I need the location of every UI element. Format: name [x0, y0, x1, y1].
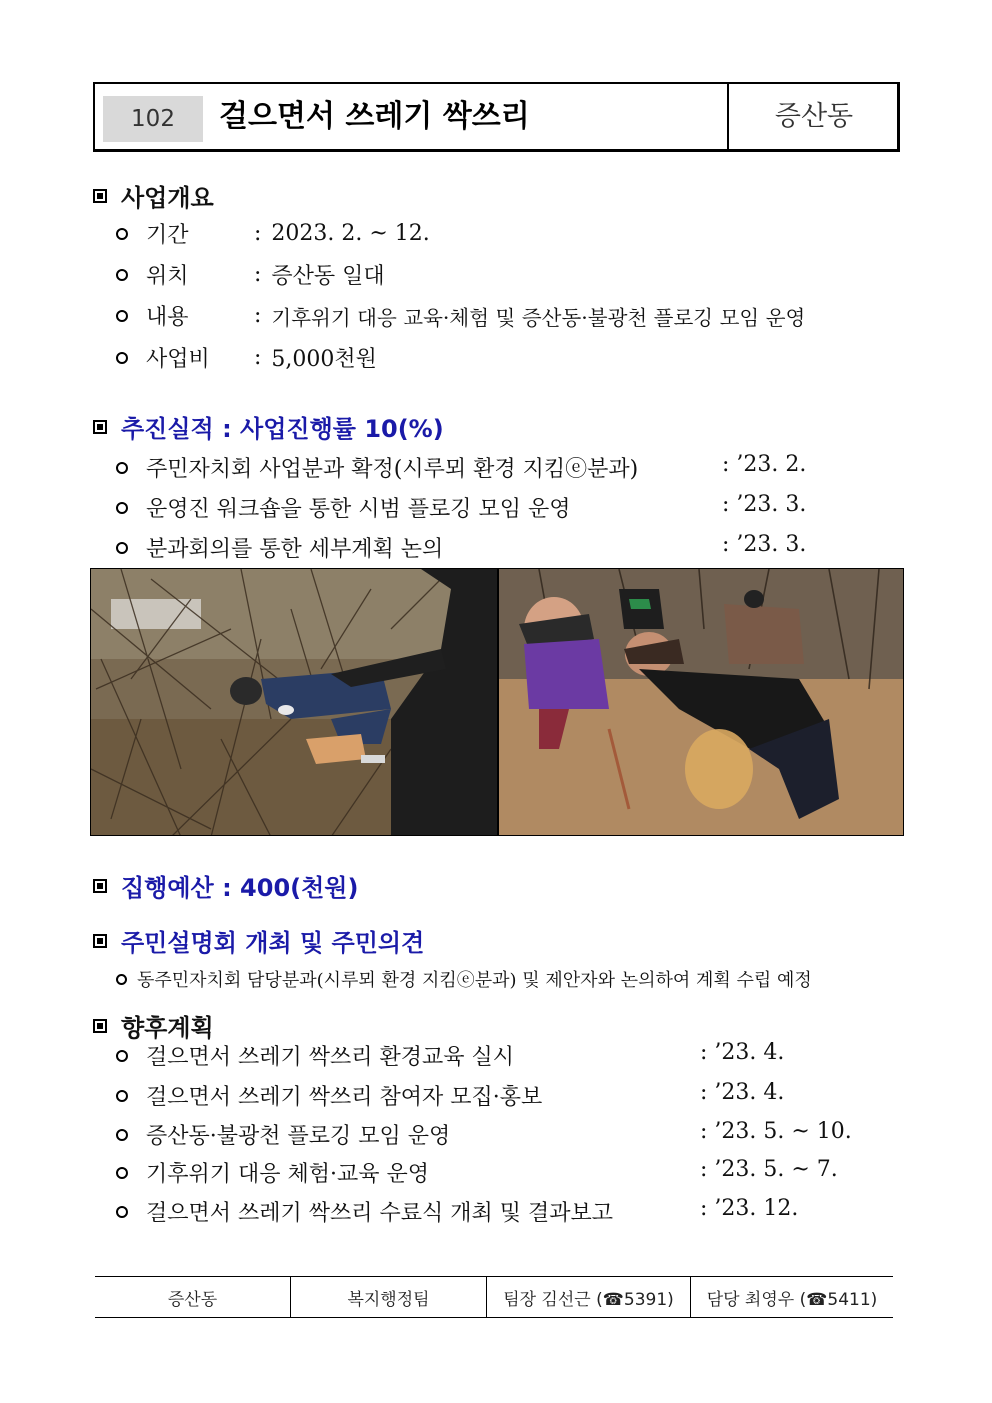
square-bullet-icon [93, 189, 107, 203]
overview-item-location: 위치 : 증산동 일대 [116, 259, 385, 290]
page-title: 걸으면서 쓰레기 싹쓰리 [219, 99, 530, 134]
section-briefing [93, 923, 424, 958]
briefing-item [116, 966, 812, 992]
circle-bullet-icon [116, 974, 127, 985]
plan-item-date: : ’23. 4. [700, 1080, 785, 1105]
footer-leader: 팀장 김선근 (☎5391) [487, 1277, 691, 1317]
plan-item-date: : ’23. 5. ~ 10. [700, 1119, 852, 1144]
plan-item-text: 기후위기 대응 체험·교육 운영 [146, 1162, 429, 1187]
section-progress [93, 409, 444, 444]
overview-item-content: 내용 : 기후위기 대응 교육·체험 및 증산동·불광천 플로깅 모임 운영 [116, 300, 805, 331]
plan-item [116, 1196, 613, 1227]
overview-item-budget: 사업비 : 5,000천원 [116, 342, 377, 373]
circle-bullet-icon [116, 542, 128, 554]
plan-item-date: : ’23. 4. [700, 1040, 785, 1065]
progress-item-date: : ’23. 3. [722, 532, 807, 557]
section-budget-title: 집행예산 : 400(천원) [121, 874, 359, 902]
circle-bullet-icon [116, 352, 128, 364]
overview-label: 위치 [146, 264, 189, 289]
progress-item-text: 주민자치회 사업분과 확정(시루뫼 환경 지킴ⓔ분과) [146, 457, 639, 482]
section-overview-title: 사업개요 [121, 184, 214, 212]
footer-team: 복지행정팀 [291, 1277, 487, 1317]
section-overview [93, 178, 214, 213]
progress-item-text: 분과회의를 통한 세부계획 논의 [146, 537, 444, 562]
circle-bullet-icon [116, 1206, 128, 1218]
progress-item-date: : ’23. 2. [722, 452, 807, 477]
progress-item-text: 운영진 워크숍을 통한 시범 플로깅 모임 운영 [146, 497, 571, 522]
contact-table [95, 1276, 893, 1318]
progress-item [116, 492, 571, 523]
plan-item [116, 1119, 450, 1150]
plan-item [116, 1080, 542, 1111]
square-bullet-icon [93, 1019, 107, 1033]
overview-value: 증산동 일대 [271, 264, 385, 289]
square-bullet-icon [93, 934, 107, 948]
plan-item-text: 걸으면서 쓰레기 싹쓰리 환경교육 실시 [146, 1045, 515, 1070]
section-progress-title: 추진실적 : 사업진행률 10(%) [121, 415, 444, 443]
square-bullet-icon [93, 420, 107, 434]
progress-item [116, 452, 638, 483]
circle-bullet-icon [116, 1167, 128, 1179]
overview-label: 내용 [146, 305, 189, 330]
footer-dong: 증산동 [95, 1277, 291, 1317]
progress-item [116, 532, 443, 563]
section-plan-title: 향후계획 [121, 1014, 214, 1042]
progress-item-date: : ’23. 3. [722, 492, 807, 517]
overview-item-period: 기간 : 2023. 2. ~ 12. [116, 218, 430, 249]
plan-item [116, 1040, 514, 1071]
circle-bullet-icon [116, 1129, 128, 1141]
circle-bullet-icon [116, 502, 128, 514]
circle-bullet-icon [116, 1050, 128, 1062]
project-number: 102 [103, 96, 203, 142]
footer-staff: 담당 최영우 (☎5411) [706, 1289, 878, 1310]
plan-item-date: : ’23. 12. [700, 1196, 799, 1221]
section-plan [93, 1008, 214, 1043]
plan-item-date: : ’23. 5. ~ 7. [700, 1157, 838, 1182]
circle-bullet-icon [116, 1090, 128, 1102]
plan-item-text: 걸으면서 쓰레기 싹쓰리 수료식 개최 및 결과보고 [146, 1201, 614, 1226]
photo-strip [90, 568, 904, 836]
plan-item-text: 증산동·불광천 플로깅 모임 운영 [146, 1124, 451, 1149]
circle-bullet-icon [116, 462, 128, 474]
circle-bullet-icon [116, 269, 128, 281]
section-briefing-title: 주민설명회 개최 및 주민의견 [121, 929, 425, 957]
square-bullet-icon [93, 879, 107, 893]
circle-bullet-icon [116, 310, 128, 322]
briefing-item-text: 동주민자치회 담당분과(시루뫼 환경 지킴ⓔ분과) 및 제안자와 논의하여 계획 수립 예정 [137, 970, 812, 991]
overview-value: 2023. 2. ~ 12. [271, 221, 430, 246]
photo-plogging-bushes [91, 569, 499, 835]
overview-value: 5,000천원 [271, 347, 377, 372]
plan-item-text: 걸으면서 쓰레기 싹쓰리 참여자 모집·홍보 [146, 1085, 543, 1110]
section-budget [93, 868, 358, 903]
title-box [93, 82, 900, 152]
dong-name: 증산동 [774, 101, 854, 132]
overview-value: 기후위기 대응 교육·체험 및 증산동·불광천 플로깅 모임 운영 [271, 305, 806, 330]
photo-plogging-trail [499, 569, 903, 835]
circle-bullet-icon [116, 228, 128, 240]
plan-item [116, 1157, 429, 1188]
overview-label: 사업비 [146, 347, 210, 372]
overview-label: 기간 [146, 223, 189, 248]
